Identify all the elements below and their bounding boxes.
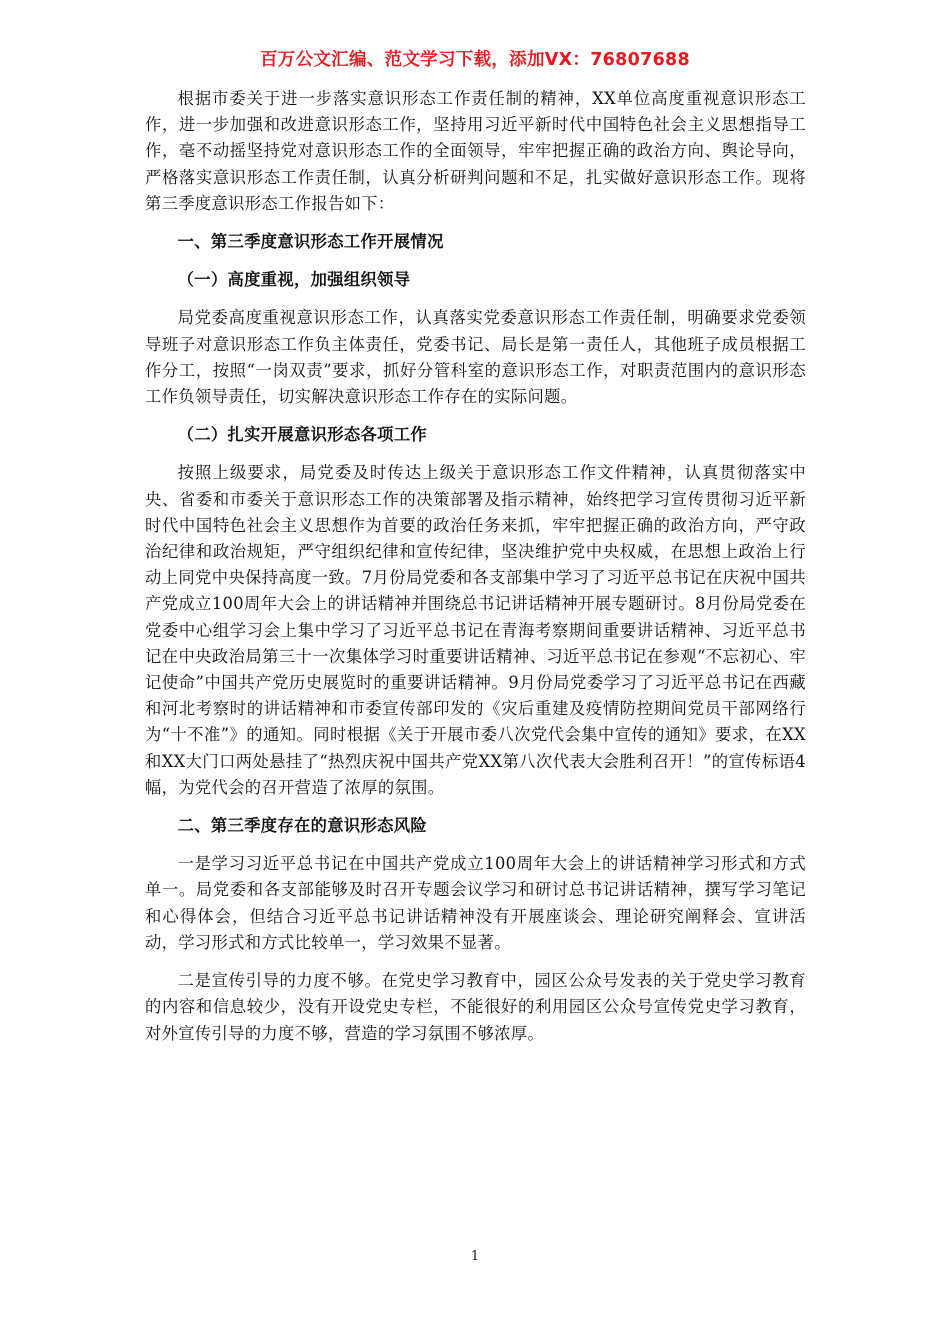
risk-2-paragraph: 二是宣传引导的力度不够。在党史学习教育中，园区公众号发表的关于党史学习教育的内容和信息较少，没有开设党史专栏，不能很好的利用园区公众号宣传党史学习教育，对外宣传引导的力度不够，营造的学习氛围不够浓厚。 (145, 971, 806, 1043)
subsection-heading-1: （一）高度重视，加强组织领导 (177, 270, 411, 290)
subsection-heading-2: （二）扎实开展意识形态各项工作 (177, 425, 428, 445)
risk-1-paragraph: 一是学习习近平总书记在中国共产党成立100周年大会上的讲话精神学习形式和方式单一。局党委和各支部能够及时召开专题会议学习和研讨总书记讲话精神，撰写学习笔记和心得体会，但结合习近平总书记讲话精神没有开展座谈会、理论研究阐释会、宣讲活动，学习形式和方式比较单一，学习效果不显著。 (145, 854, 806, 952)
header-banner: 百万公文汇编、范文学习下载，添加VX：76807688 (259, 50, 691, 70)
document-body (145, 86, 806, 1059)
page-number: 1 (470, 1249, 480, 1264)
subsection-2-paragraph: 按照上级要求，局党委及时传达上级关于意识形态工作文件精神，认真贯彻落实中央、省委和市委关于意识形态工作的决策部署及指示精神，始终把学习宣传贯彻习近平新时代中国特色社会主义思想作为首要的政治任务来抓，牢牢把握正确的政治方向，严守政治纪律和政治规矩，严守组织纪律和宣传纪律，坚决维护党中央权威，在思想上政治上行动上同党中央保持高度一致。7月份局党委和各支部集中学习了习近平总书记在庆祝中国共产党成立100周年大会上的讲话精神并围绕总书记讲话精神开展专题研讨。8月份局党委在党委中心组学习会上集中学习了习近平总书记在青海考察期间重要讲话精神、习近平总书记在中央政治局第三十一次集体学习时重要讲话精神、习近平总书记在参观“不忘初心、牢记使命”中国共产党历史展览时的重要讲话精神。9月份局党委学习了习近平总书记在西藏和河北考察时的讲话精神和市委宣传部印发的《灾后重建及疫情防控期间党员干部网络行为“十不准”》的通知。同时根据《关于开展市委八次党代会集中宣传的通知》要求，在XX和XX大门口两处悬挂了“热烈庆祝中国共产党XX第八次代表大会胜利召开！”的宣传标语4幅，为党代会的召开营造了浓厚的氛围。 (145, 463, 806, 797)
section-heading-1: 一、第三季度意识形态工作开展情况 (177, 232, 444, 252)
subsection-1-paragraph: 局党委高度重视意识形态工作，认真落实党委意识形态工作责任制，明确要求党委领导班子对意识形态工作负主体责任，党委书记、局长是第一责任人，其他班子成员根据工作分工，按照“一岗双责”要求，抓好分管科室的意识形态工作，对职责范围内的意识形态工作负领导责任，切实解决意识形态工作存在的实际问题。 (145, 308, 806, 407)
section-heading-2: 二、第三季度存在的意识形态风险 (177, 816, 428, 836)
intro-paragraph: 根据市委关于进一步落实意识形态工作责任制的精神，XX单位高度重视意识形态工作，进一步加强和改进意识形态工作，坚持用习近平新时代中国特色社会主义思想指导工作，毫不动摇坚持党对意识形态工作的全面领导，牢牢把握正确的政治方向、舆论导向，严格落实意识形态工作责任制，认真分析研判问题和不足，扎实做好意识形态工作。现将第三季度意识形态工作报告如下： (145, 89, 806, 213)
